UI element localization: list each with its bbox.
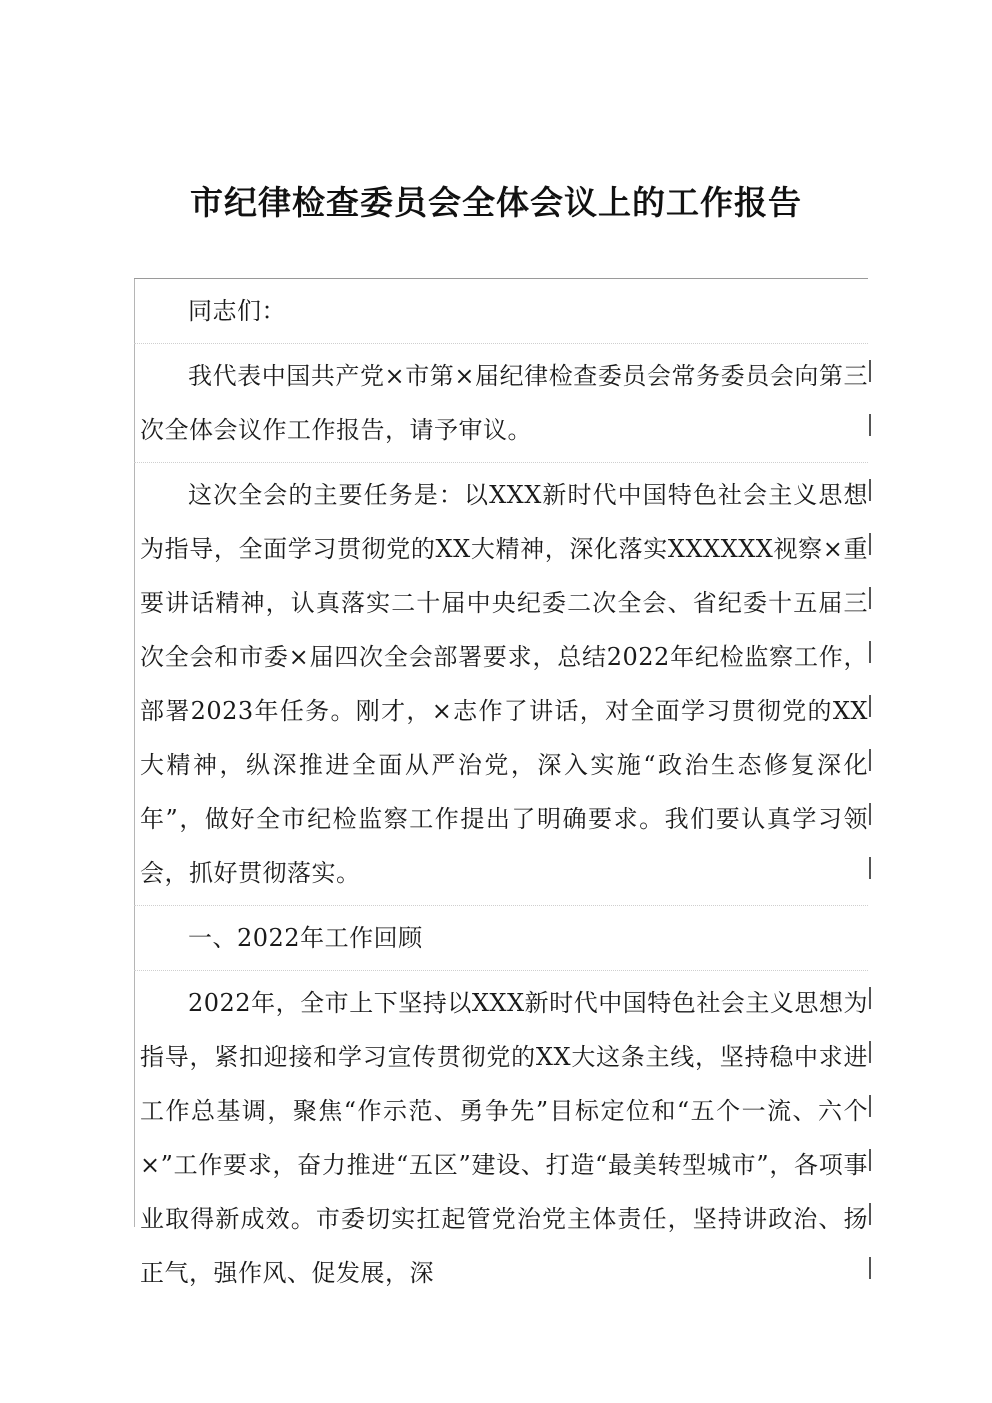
opening-paragraph	[134, 344, 868, 463]
right-margin-marks	[869, 971, 871, 1305]
right-margin-marks	[869, 463, 871, 905]
page-title: 市纪律检查委员会全体会议上的工作报告	[190, 183, 802, 222]
review-paragraph	[134, 971, 868, 1305]
review-text: 2022年，全市上下坚持以XXX新时代中国特色社会主义思想为指导，紧扣迎接和学习宣传贯彻党的XX大这条主线，坚持稳中求进工作总基调，聚焦“作示范、勇争先”目标定位和“五个一流、六个×”工作要求，奋力推进“五区”建设、打造“最美转型城市”，各项事业取得新成效。市委切实扛起管党治党主体责任，坚持讲政治、扬正气，强作风、促发展，深	[140, 989, 868, 1287]
task-text: 这次全会的主要任务是：以XXX新时代中国特色社会主义思想为指导，全面学习贯彻党的XX大精神，深化落实XXXXXX视察×重要讲话精神，认真落实二十届中央纪委二次全会、省纪委十五届三次全会和市委×届四次全会部署要求，总结2022年纪检监察工作，部署2023年任务。刚才，×志作了讲话，对全面学习贯彻党的XX大精神，纵深推进全面从严治党，深入实施“政治生态修复深化年”，做好全市纪检监察工作提出了明确要求。我们要认真学习领会，抓好贯彻落实。	[140, 481, 868, 887]
salutation-paragraph	[134, 279, 868, 344]
section-heading-text: 一、2022年工作回顾	[188, 924, 423, 952]
salutation-text: 同志们：	[188, 297, 286, 325]
right-margin-marks	[869, 344, 871, 462]
document-body	[134, 278, 868, 1305]
section-heading	[134, 906, 868, 971]
task-paragraph	[134, 463, 868, 906]
opening-text: 我代表中国共产党×市第×届纪律检查委员会常务委员会向第三次全体会议作工作报告，请予审议。	[140, 362, 868, 444]
